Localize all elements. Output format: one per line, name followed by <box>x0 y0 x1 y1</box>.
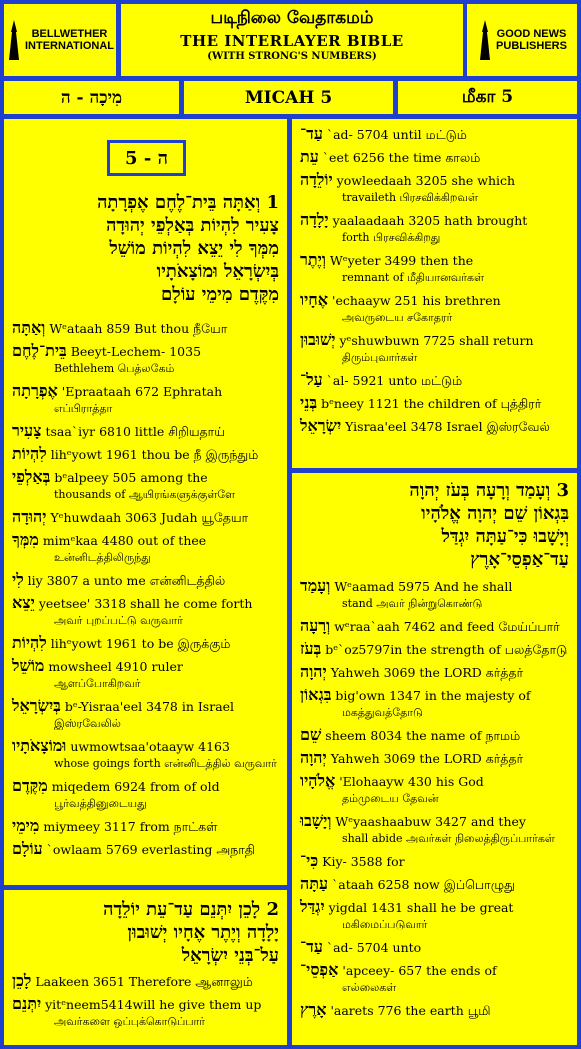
verse-line: צָעִיר לִהְיוֹת בְּאַלְפֵי יְהוּדָה <box>106 215 279 236</box>
hebrew-word: בִּגְאוֹן <box>300 685 332 704</box>
hebrew-word: עַד־ <box>300 124 323 143</box>
word-gloss-cont: அவர்களை ஒப்புக்கொடுப்பார் <box>54 1015 206 1028</box>
hebrew-word: יְהוּדָה <box>12 507 47 526</box>
word-gloss: bᵉ-Yisraa'eel 3478 in Israel <box>64 699 235 714</box>
hebrew-word: אַפְסֵי־ <box>300 960 339 979</box>
subtitle: (WITH STRONG'S NUMBERS) <box>207 51 377 62</box>
hebrew-word: לִהְיוֹת <box>12 444 47 463</box>
word-gloss: 'Elohaayw 430 his God <box>339 774 484 789</box>
word-gloss-cont: தம்முடைய தேவன் <box>342 792 439 805</box>
hebrew-word: יִגְדַּל <box>300 897 325 916</box>
verse-line: בְּיִשְׂרָאֵל וּמוֹצָאֹתָיו <box>156 261 279 282</box>
word-entry <box>300 812 570 847</box>
word-gloss: bᵉneey 1121 the children of புத்திரர் <box>321 396 542 411</box>
verse3-panel <box>292 473 577 1045</box>
word-entry <box>12 342 277 377</box>
word-entry <box>300 577 570 612</box>
word-gloss: mimᵉkaa 4480 out of thee <box>42 533 207 548</box>
word-entry <box>300 898 570 933</box>
word-gloss: `al- 5921 unto மட்டும் <box>326 373 463 388</box>
hebrew-word: וְעָמַד <box>300 576 331 595</box>
word-gloss: miymeey 3117 from நாட்கள் <box>43 819 218 834</box>
hebrew-word: בְּאַלְפֵי <box>12 467 51 486</box>
word-gloss: yeetsee' 3318 shall he come forth <box>38 596 253 611</box>
title-box <box>121 4 463 76</box>
word-gloss-cont: stand அவர் நின்றுகொண்டு <box>342 597 483 610</box>
hebrew-word: מִקֶּדֶם <box>12 776 48 795</box>
word-entry <box>300 417 570 435</box>
verse1-panel <box>4 119 287 885</box>
word-entry <box>12 382 277 417</box>
word-gloss-cont: பூர்வத்தினுடையது <box>54 797 147 810</box>
word-gloss: miqedem 6924 from of old <box>51 779 220 794</box>
hebrew-word: לָכֵן <box>12 971 32 990</box>
word-gloss: big'own 1347 in the majesty of <box>335 688 531 703</box>
hebrew-word: אֶפְרָתָה <box>12 381 58 400</box>
word-gloss-cont: thousands of ஆயிரங்களுக்குள்ளே <box>54 488 236 501</box>
word-entry <box>12 657 277 692</box>
book-tamil: மீகா 5 <box>398 81 577 114</box>
word-gloss: `owlaam 5769 everlasting அநாதி <box>46 842 256 857</box>
verse2-cont-panel <box>292 119 577 468</box>
hebrew-word: יֵצֵא <box>12 593 35 612</box>
hebrew-word: יִשְׂרָאֵל <box>300 416 342 435</box>
word-gloss-cont: எப்பிராத்தா <box>54 402 113 415</box>
verse2-hebrew <box>16 898 279 967</box>
word-gloss: 'echaayw 251 his brethren <box>332 293 501 308</box>
verse1-hebrew <box>16 191 279 306</box>
word-entry <box>12 319 277 337</box>
word-entry <box>12 571 277 589</box>
word-gloss-cont: மகத்துவத்தோடு <box>342 706 423 719</box>
hebrew-word: עַד־ <box>300 937 323 956</box>
word-entry <box>12 468 277 503</box>
hebrew-word: בְּנֵי <box>300 393 318 412</box>
hebrew-word: עַתָּה <box>300 874 329 893</box>
verse-line: וְיָשָׁבוּ כִּי־עַתָּה יִגְדַּל <box>441 526 569 547</box>
hebrew-word: לִהְיוֹת <box>12 633 47 652</box>
word-entry <box>300 171 570 206</box>
word-gloss-cont: மகிமைப்படுவார் <box>342 918 428 931</box>
hebrew-word: מִמְּךָ <box>12 530 39 549</box>
verse-line: מִקֶּדֶם מִימֵי עוֹלָם <box>161 284 279 305</box>
word-gloss-cont: shall abide அவர்கள் நிலைத்திருப்பார்கள் <box>342 832 555 845</box>
hebrew-word: אֶחָיו <box>300 290 329 309</box>
word-entry <box>12 594 277 629</box>
word-entry <box>12 840 277 858</box>
verse-line: בִּגְאוֹן שֵׁם יְהוָה אֱלֹהָיו <box>421 503 569 524</box>
word-gloss-cont: ஆளப்போகிறவர் <box>54 677 141 690</box>
word-entry <box>12 634 277 652</box>
word-gloss: lihᵉyowt 1961 thou be நீ இருந்தும் <box>50 447 259 462</box>
word-entry <box>300 291 570 326</box>
word-gloss: `ataah 6258 now இப்பொழுது <box>332 877 515 892</box>
word-gloss: Beeyt-Lechem- 1035 <box>70 344 202 359</box>
word-entry <box>12 737 277 772</box>
hebrew-word: צָעִיר <box>12 421 42 440</box>
hebrew-word: וּמוֹצָאֹתָיו <box>12 736 67 755</box>
verse-line: 1 וְאַתָּה בֵּית־לֶחֶם אֶפְרָתָה <box>97 192 279 213</box>
word-entry <box>12 777 277 812</box>
word-entry <box>300 211 570 246</box>
word-entry <box>12 817 277 835</box>
chapter-label: 5 - ה <box>107 140 186 176</box>
english-title: THE INTERLAYER BIBLE <box>180 32 404 50</box>
verse3-hebrew <box>304 479 569 571</box>
hebrew-word: בֵּית־לֶחֶם <box>12 341 67 360</box>
word-gloss: mowsheel 4910 ruler <box>48 659 183 674</box>
word-entry <box>300 852 570 870</box>
word-gloss-cont: எல்லைகள் <box>342 981 397 994</box>
book-english: MICAH 5 <box>184 81 393 114</box>
verse-line: מִמְּךָ לִי יֵצֵא לִהְיוֹת מוֹשֵׁל <box>109 238 279 259</box>
verse2-panel <box>4 890 287 1045</box>
word-entry <box>300 617 570 635</box>
word-entry <box>300 148 570 166</box>
hebrew-word: וְיֶתֶר <box>300 250 326 269</box>
logo-mark <box>477 20 567 60</box>
hebrew-word: יָלָדָה <box>300 210 329 229</box>
word-entry <box>12 972 277 990</box>
word-gloss: 'Epraataah 672 Ephratah <box>61 384 223 399</box>
word-entry <box>300 938 570 956</box>
hebrew-word: עַל־ <box>300 370 323 389</box>
word-gloss-cont: அவருடைய சகோதரர் <box>342 311 453 324</box>
word-gloss: Kiy- 3588 for <box>322 854 405 869</box>
word-gloss: Wᵉyeter 3499 then the <box>329 253 474 268</box>
word-entry <box>300 640 570 658</box>
right-logo-line2: PUBLISHERS <box>496 40 567 52</box>
tower-icon <box>6 20 22 60</box>
word-gloss: `ad- 5704 unto <box>326 940 422 955</box>
verse-line: עַד־אַפְסֵי־אָרֶץ <box>470 549 569 570</box>
word-gloss: tsaa`iyr 6810 little சிறியதாய் <box>45 424 225 439</box>
word-gloss: Yahweh 3069 the LORD கர்த்தர் <box>330 665 524 680</box>
word-entry <box>300 1001 570 1019</box>
word-gloss: yaalaadaah 3205 hath brought <box>332 213 528 228</box>
hebrew-word: כִּי־ <box>300 851 319 870</box>
word-entry <box>300 875 570 893</box>
hebrew-word: וְרָעָה <box>300 616 331 635</box>
right-logo-line1: GOOD NEWS <box>496 28 567 40</box>
goodnews-logo <box>467 4 577 76</box>
word-gloss-cont: அவர் புறப்பட்டு வருவார் <box>54 614 183 627</box>
hebrew-word: שֵׁם <box>300 725 322 744</box>
hebrew-word: אָרֶץ <box>300 1000 327 1019</box>
hebrew-word: אֱלֹהָיו <box>300 771 336 790</box>
hebrew-word: וְיָשָׁבוּ <box>300 811 332 830</box>
word-gloss: bᵉ`oz5797in the strength of பலத்தோடு <box>325 642 568 657</box>
logo-mark <box>6 20 114 60</box>
word-entry <box>300 663 570 681</box>
word-gloss: liy 3807 a unto me என்னிடத்தில் <box>27 573 226 588</box>
word-gloss-cont: remnant of மீதியானவர்கள் <box>342 271 485 284</box>
word-gloss: lihᵉyowt 1961 to be இருக்கும் <box>50 636 231 651</box>
word-gloss: `eet 6256 the time காலம் <box>322 150 481 165</box>
word-entry <box>12 508 277 526</box>
word-entry <box>300 749 570 767</box>
word-gloss: yowleedaah 3205 she which <box>336 173 516 188</box>
word-gloss: yᵉshuwbuwn 7725 shall return <box>339 333 534 348</box>
word-gloss-cont: உன்னிடத்திலிருந்து <box>54 551 151 564</box>
bellwether-logo <box>4 4 116 76</box>
hebrew-word: מִימֵי <box>12 816 40 835</box>
word-gloss-cont: forth பிரசவிக்கிறது <box>342 231 441 244</box>
word-gloss: sheem 8034 the name of நாமம் <box>325 728 521 743</box>
word-entry <box>12 531 277 566</box>
word-gloss: 'apceey- 657 the ends of <box>342 963 497 978</box>
hebrew-word: יִתְּנֵם <box>12 994 42 1013</box>
word-gloss: `ad- 5704 until மட்டும் <box>326 127 467 142</box>
hebrew-word: יְהוָה <box>300 748 327 767</box>
word-gloss: uwmowtsaa'otaayw 4163 <box>70 739 230 754</box>
word-entry <box>300 251 570 286</box>
hebrew-word: בְּיִשְׂרָאֵל <box>12 696 61 715</box>
word-entry <box>300 371 570 389</box>
word-gloss: Wᵉataah 859 But thou நீயோ <box>49 321 228 336</box>
word-gloss: yigdal 1431 shall he be great <box>328 900 514 915</box>
word-entry <box>12 697 277 732</box>
word-entry <box>300 686 570 721</box>
word-entry <box>300 125 570 143</box>
word-gloss-cont: whose goings forth என்னிடத்தில் வருவார் <box>54 757 277 770</box>
tamil-title: படிநிலை வேதாகமம் <box>210 8 374 28</box>
word-gloss: Yᵉhuwdaah 3063 Judah யூதேயா <box>50 510 249 525</box>
word-entry <box>12 995 277 1030</box>
word-gloss: Yisraa'eel 3478 Israel இஸ்ரவேல் <box>345 419 550 434</box>
word-gloss: wᵉraa`aah 7462 and feed மேய்ப்பார் <box>334 619 560 634</box>
hebrew-word: וְאַתָּה <box>12 318 46 337</box>
word-gloss: 'aarets 776 the earth பூமி <box>330 1003 491 1018</box>
hebrew-word: לִי <box>12 570 24 589</box>
word-gloss-cont: இஸ்ரவேலில் <box>54 717 121 730</box>
word-gloss-cont: Bethlehem பெத்லகேம் <box>54 362 175 375</box>
tower-icon <box>477 20 493 60</box>
word-gloss: Wᵉaamad 5975 And he shall <box>334 579 513 594</box>
word-gloss: yitᵉneem5414will he give them up <box>45 997 262 1012</box>
hebrew-word: עוֹלָם <box>12 839 43 858</box>
verse-line: 2 לָכֵן יִתְּנֵם עַד־עֵת יוֹלֵדָה <box>103 899 279 920</box>
word-entry <box>300 331 570 366</box>
left-logo-line1: BELLWETHER <box>31 28 108 40</box>
word-gloss: Wᵉyaashaabuw 3427 and they <box>335 814 526 829</box>
word-entry <box>12 445 277 463</box>
hebrew-word: מוֹשֵׁל <box>12 656 45 675</box>
word-gloss-cont: திரும்புவார்கள் <box>342 351 418 364</box>
verse-line: עַל־בְּנֵי יִשְׂרָאֵל <box>181 945 279 966</box>
hebrew-word: יְשׁוּבוּן <box>300 330 336 349</box>
word-gloss-cont: travaileth பிரசவிக்கிறவள் <box>342 191 478 204</box>
word-entry <box>300 772 570 807</box>
word-gloss: Yahweh 3069 the LORD கர்த்தர் <box>330 751 524 766</box>
word-entry <box>12 422 277 440</box>
hebrew-word: יְהוָה <box>300 662 327 681</box>
hebrew-word: עֵת <box>300 147 319 166</box>
word-gloss: bᵉalpeey 505 among the <box>54 470 208 485</box>
verse-line: יָלָדָה וְיֶתֶר אֶחָיו יְשׁוּבוּן <box>127 922 279 943</box>
word-gloss: Laakeen 3651 Therefore ஆனாலும் <box>35 974 253 989</box>
book-hebrew: מִיכָה - ה <box>4 81 179 114</box>
word-entry <box>300 394 570 412</box>
left-logo-line2: INTERNATIONAL <box>24 40 114 52</box>
verse-line: 3 וְעָמַד וְרָעָה בְּעֹז יְהוָה <box>409 480 569 501</box>
word-entry <box>300 961 570 996</box>
hebrew-word: יוֹלֵדָה <box>300 170 333 189</box>
word-entry <box>300 726 570 744</box>
hebrew-word: בְּעֹז <box>300 639 322 658</box>
